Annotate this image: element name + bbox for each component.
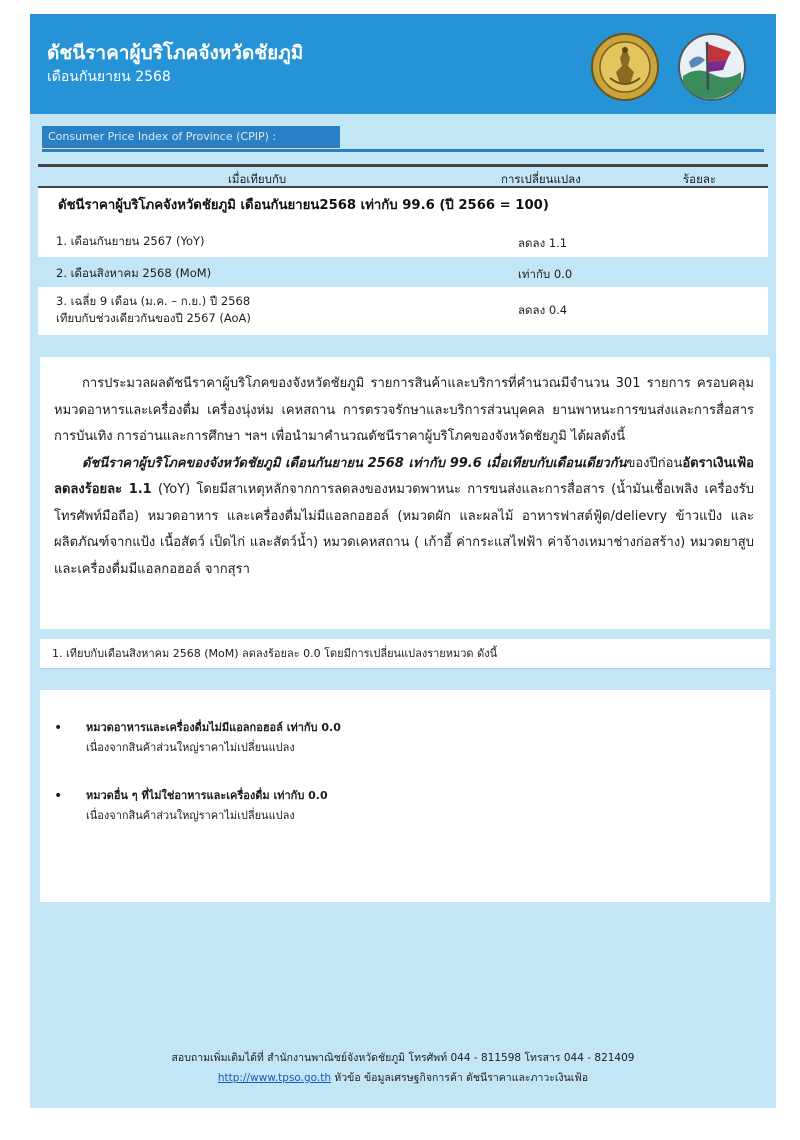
- row-label-secondary: เทียบกับช่วงเดียวกันของปี 2567 (AoA): [56, 311, 251, 325]
- category-title: หมวดอื่น ๆ ที่ไม่ใช่อาหารและเครื่องดื่ม เท่ากับ 0.0: [86, 789, 328, 802]
- summary-text-box: [40, 357, 770, 629]
- column-header-change: การเปลี่ยนแปลง: [501, 172, 581, 186]
- bullet-icon: •: [54, 720, 63, 736]
- report-header: [30, 14, 776, 114]
- contact-line: สอบถามเพิ่มเติมได้ที่ สำนักงานพาณิชย์จังหวัดชัยภูมิ โทรศัพท์ 044 - 811598 โทรสาร 044 - 821409: [171, 1052, 635, 1064]
- column-header-compare: เมื่อเทียบกับ: [228, 172, 287, 186]
- category-detail: เนื่องจากสินค้าส่วนใหญ่ราคาไม่เปลี่ยนแปลง: [86, 809, 295, 822]
- intro-paragraph: การประมวลผลดัชนีราคาผู้บริโภคของจังหวัดชัยภูมิ รายการสินค้าและบริการที่คำนวณมีจำนวน 301 รายการ ครอบคลุมหมวดอาหารและเครื่องดื่ม เครื่องนุ่งห่ม เคหสถาน การตรวจรักษาและบริการส่วนบุคคล ยานพาหนะการขนส่งและการสื่อสาร การบันเทิง การอ่านและการศึกษา ฯลฯ เพื่อนำมาคำนวณดัชนีราคาผู้บริโภคของจังหวัดชัยภูมิ ได้ผลดังนี้: [54, 376, 754, 444]
- table-row: [38, 287, 768, 335]
- row-change-value: เท่ากับ 0.0: [518, 267, 573, 281]
- tpso-link[interactable]: http://www.tpso.go.th: [217, 1072, 332, 1084]
- contact-footer: [30, 1048, 776, 1088]
- result-detail: (YoY) โดยมีสาเหตุหลักจากการลดลงของหมวดพาหนะ การขนส่งและการสื่อสาร (น้ำมันเชื้อเพลิง เครื่องรับโทรศัพท์มือถือ) หมวดอาหาร และเครื่องดื่มไม่มีแอลกอฮอล์ (หมวดผัก และผลไม้ อาหารฟาสต์ฟู้ด/delievry ข้าวแป้ง และผลิตภัณฑ์จากแป้ง เนื้อสัตว์ เป็ดไก่ และสัตว์น้ำ) หมวดเคหสถาน ( เก้าอี้ ค่ากระแสไฟฟ้า ค่าจ้างเหมาช่างก่อสร้าง) หมวดยาสูบ และเครื่องดื่มมีแอลกอฮอล์ จากสุรา: [54, 482, 754, 577]
- commerce-ministry-seal-icon: [590, 32, 660, 102]
- page-subtitle: เดือนกันยายน 2568: [47, 69, 171, 85]
- mom-heading: 1. เทียบกับเดือนสิงหาคม 2568 (MoM) ลดลงร้อยละ 0.0 โดยมีการเปลี่ยนแปลงรายหมวด ดังนี้: [40, 639, 770, 669]
- source-line: [30, 1068, 776, 1088]
- table-header: [38, 164, 768, 188]
- source-topic: หัวข้อ ข้อมูลเศรษฐกิจการค้า ดัชนีราคาและภาวะเงินเฟ้อ: [331, 1072, 589, 1084]
- page-title: ดัชนีราคาผู้บริโภคจังหวัดชัยภูมิ: [47, 42, 304, 64]
- table-row: [38, 257, 768, 287]
- inflation-rate: อัตราเงินเฟ้อลดลงร้อยละ 1.1: [54, 455, 754, 497]
- cpi-summary-table: [38, 164, 768, 342]
- chaiyaphum-province-seal-icon: [677, 32, 747, 102]
- row-change-value: ลดลง 0.4: [518, 303, 568, 317]
- category-change-list: [40, 690, 770, 902]
- result-mid: ของปีก่อน: [626, 455, 683, 471]
- cpip-section-tab: Consumer Price Index of Province (CPIP) :: [42, 126, 340, 148]
- table-row: [38, 224, 768, 257]
- result-lead: ดัชนีราคาผู้บริโภคของจังหวัดชัยภูมิ เดือนกันยายน 2568 เท่ากับ 99.6 เมื่อเทียบกับเดือนเดียวกัน: [82, 455, 627, 471]
- section-divider: [42, 149, 764, 152]
- row-label: 1. เดือนกันยายน 2567 (YoY): [56, 234, 205, 248]
- column-header-percent: ร้อยละ: [683, 172, 717, 186]
- result-paragraph: [54, 451, 754, 584]
- category-title: หมวดอาหารและเครื่องดื่มไม่มีแอลกอฮอล์ เท่ากับ 0.0: [86, 721, 341, 734]
- category-detail: เนื่องจากสินค้าส่วนใหญ่ราคาไม่เปลี่ยนแปลง: [86, 741, 295, 754]
- row-label: 2. เดือนสิงหาคม 2568 (MoM): [56, 266, 212, 280]
- row-change-value: ลดลง 1.1: [518, 236, 568, 250]
- bullet-icon: •: [54, 788, 63, 804]
- cpi-headline: ดัชนีราคาผู้บริโภคจังหวัดชัยภูมิ เดือนกันยายน2568 เท่ากับ 99.6 (ปี 2566 = 100): [38, 188, 768, 224]
- report-sheet: [30, 14, 776, 1108]
- row-label: 3. เฉลี่ย 9 เดือน (ม.ค. – ก.ย.) ปี 2568: [56, 294, 251, 308]
